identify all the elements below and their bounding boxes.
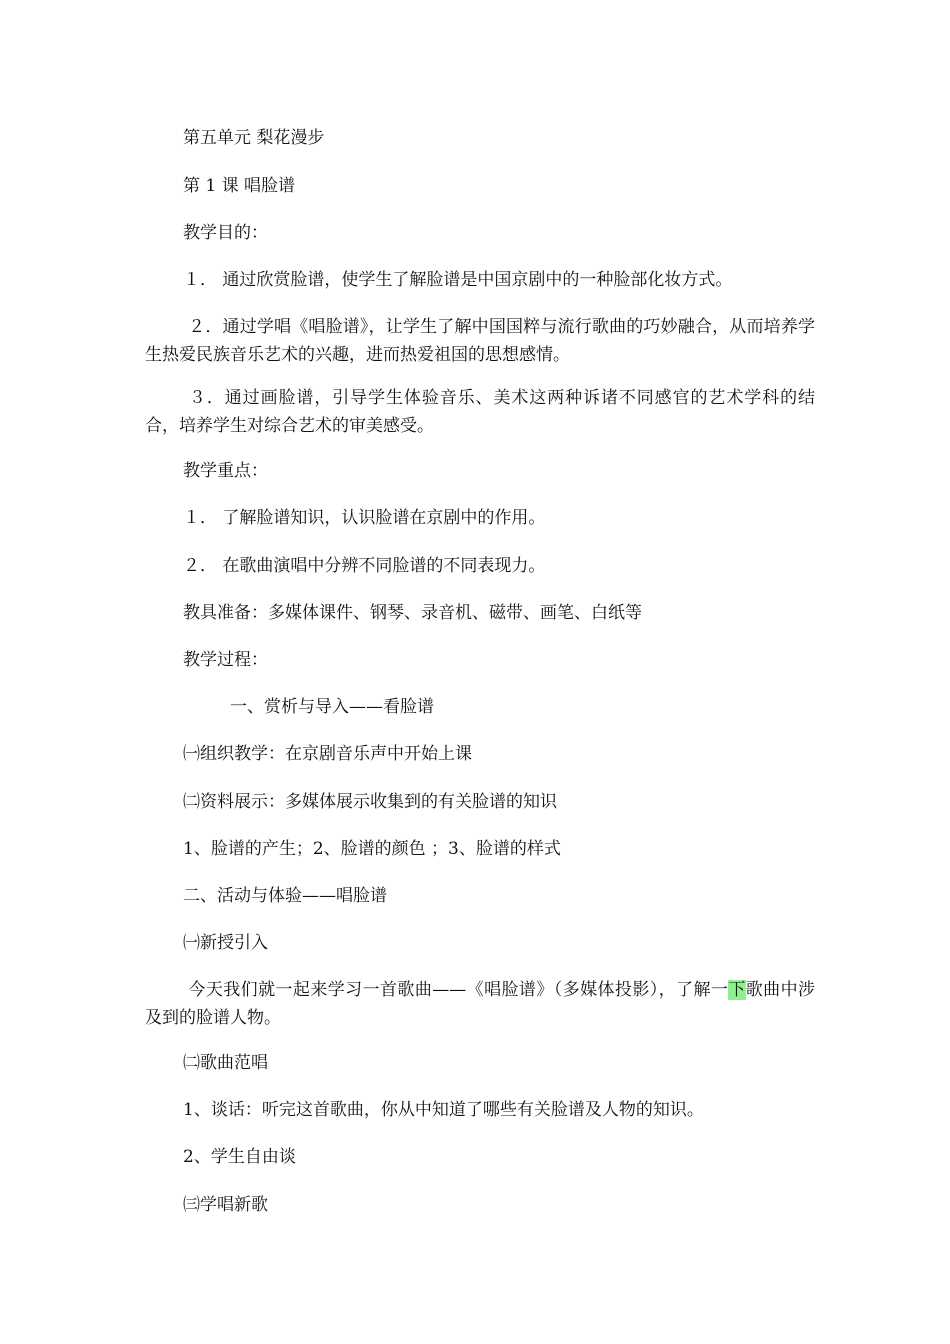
talk-item-2: 2、学生自由谈 [183,1147,296,1167]
section-1-item-2: ㈡资料展示：多媒体展示收集到的有关脸谱的知识 [183,792,557,812]
section-2-item-2: ㈡歌曲范唱 [183,1053,268,1073]
goal-item-2 [145,313,815,369]
lesson-title: 第 1 课 唱脸谱 [183,176,296,196]
intro-text-a: 今天我们就一起来学习一首歌曲——《唱脸谱》（多媒体投影），了解一 [188,980,729,1000]
section-1-item-1: ㈠组织教学：在京剧音乐声中开始上课 [183,744,472,764]
goal-item-3 [145,384,815,440]
section-2-item-3: ㈢学唱新歌 [183,1195,268,1215]
unit-title: 第五单元 梨花漫步 [183,128,325,148]
focus-item-1: １． 了解脸谱知识，认识脸谱在京剧中的作用。 [183,508,546,528]
section-heading-2: 二、活动与体验——唱脸谱 [183,886,387,906]
section-1-list: 1、脸谱的产生；2、脸谱的颜色 ；3、脸谱的样式 [183,839,561,859]
talk-item-1: 1、谈话：听完这首歌曲，你从中知道了哪些有关脸谱及人物的知识。 [183,1100,704,1120]
section-heading-1: 一、赏析与导入——看脸谱 [230,697,434,717]
intro-text-b: 歌曲中涉及到的脸谱人物。 [145,980,816,1028]
focus-item-2: ２． 在歌曲演唱中分辨不同脸谱的不同表现力。 [183,556,546,576]
goals-heading: 教学目的： [183,223,268,243]
intro-paragraph [145,976,815,1032]
highlighted-text: 下 [728,980,746,1000]
goal-item-2-text: ２．通过学唱《唱脸谱》，让学生了解中国国粹与流行歌曲的巧妙融合，从而培养学生热爱民族音乐艺术的兴趣，进而热爱祖国的思想感情。 [145,317,815,365]
focus-heading: 教学重点： [183,461,268,481]
section-2-item-1: ㈠新授引入 [183,933,268,953]
goal-item-3-text: ３．通过画脸谱，引导学生体验音乐、美术这两种诉诸不同感官的艺术学科的结合，培养学生对综合艺术的审美感受。 [145,388,815,436]
materials-line: 教具准备：多媒体课件、钢琴、录音机、磁带、画笔、白纸等 [183,603,642,623]
goal-item-1: １． 通过欣赏脸谱，使学生了解脸谱是中国京剧中的一种脸部化妆方式。 [183,270,733,290]
process-heading: 教学过程： [183,650,268,670]
